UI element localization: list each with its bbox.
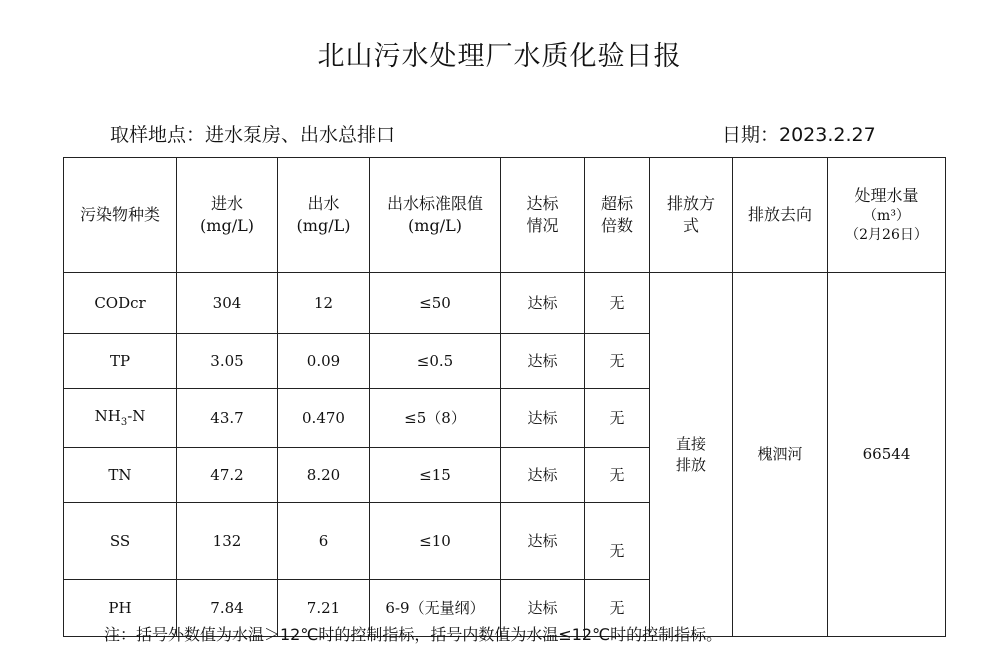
header-exceed: 超标 倍数 bbox=[585, 158, 650, 273]
cell-effluent: 0.09 bbox=[278, 334, 370, 389]
cell-status: 达标 bbox=[501, 334, 585, 389]
cell-effluent: 6 bbox=[278, 503, 370, 580]
cell-effluent: 0.470 bbox=[278, 389, 370, 448]
cell-pollutant: TN bbox=[64, 448, 177, 503]
cell-limit: ≤10 bbox=[370, 503, 501, 580]
water-quality-table bbox=[63, 157, 946, 637]
cell-pollutant: TP bbox=[64, 334, 177, 389]
cell-influent: 304 bbox=[177, 273, 278, 334]
cell-status: 达标 bbox=[501, 503, 585, 580]
cell-exceed: 无 bbox=[585, 448, 650, 503]
header-effluent: 出水 (mg/L) bbox=[278, 158, 370, 273]
cell-volume: 66544 bbox=[828, 273, 946, 637]
cell-limit: ≤5（8） bbox=[370, 389, 501, 448]
cell-pollutant: PH bbox=[64, 580, 177, 637]
cell-influent: 132 bbox=[177, 503, 278, 580]
cell-limit: ≤15 bbox=[370, 448, 501, 503]
cell-pollutant: $NH_3-N$ bbox=[64, 389, 177, 448]
cell-influent: 43.7 bbox=[177, 389, 278, 448]
cell-effluent: 8.20 bbox=[278, 448, 370, 503]
cell-exceed: 无 bbox=[585, 273, 650, 334]
header-destination: 排放去向 bbox=[733, 158, 828, 273]
cell-pollutant: CODcr bbox=[64, 273, 177, 334]
header-pollutant: 污染物种类 bbox=[64, 158, 177, 273]
header-influent: 进水 (mg/L) bbox=[177, 158, 278, 273]
header-volume: 处理水量 （m³） （2月26日） bbox=[828, 158, 946, 273]
cell-influent: 3.05 bbox=[177, 334, 278, 389]
header-status: 达标 情况 bbox=[501, 158, 585, 273]
cell-status: 达标 bbox=[501, 448, 585, 503]
table-row bbox=[64, 273, 946, 334]
cell-pollutant: SS bbox=[64, 503, 177, 580]
cell-exceed: 无 bbox=[585, 580, 650, 637]
cell-exceed: 无 bbox=[585, 334, 650, 389]
cell-influent: 47.2 bbox=[177, 448, 278, 503]
cell-method: 直接 排放 bbox=[650, 273, 733, 637]
cell-effluent: 12 bbox=[278, 273, 370, 334]
cell-status: 达标 bbox=[501, 580, 585, 637]
report-date: 日期：2023.2.27 bbox=[722, 124, 876, 146]
cell-limit: ≤0.5 bbox=[370, 334, 501, 389]
table-header-row bbox=[64, 158, 946, 273]
cell-exceed: 无 bbox=[585, 389, 650, 448]
sampling-location: 取样地点：进水泵房、出水总排口 bbox=[110, 124, 396, 146]
report-title: 北山污水处理厂水质化验日报 bbox=[317, 41, 682, 72]
cell-status: 达标 bbox=[501, 273, 585, 334]
cell-status: 达标 bbox=[501, 389, 585, 448]
cell-limit: ≤50 bbox=[370, 273, 501, 334]
cell-exceed: 无 bbox=[585, 503, 650, 580]
footnote: 注：括号外数值为水温＞12℃时的控制指标，括号内数值为水温≤12℃时的控制指标。 bbox=[104, 625, 723, 644]
cell-destination: 槐泗河 bbox=[733, 273, 828, 637]
header-method: 排放方 式 bbox=[650, 158, 733, 273]
header-limit: 出水标准限值 (mg/L) bbox=[370, 158, 501, 273]
cell-influent: 7.84 bbox=[177, 580, 278, 637]
cell-limit: 6-9（无量纲） bbox=[370, 580, 501, 637]
cell-effluent: 7.21 bbox=[278, 580, 370, 637]
